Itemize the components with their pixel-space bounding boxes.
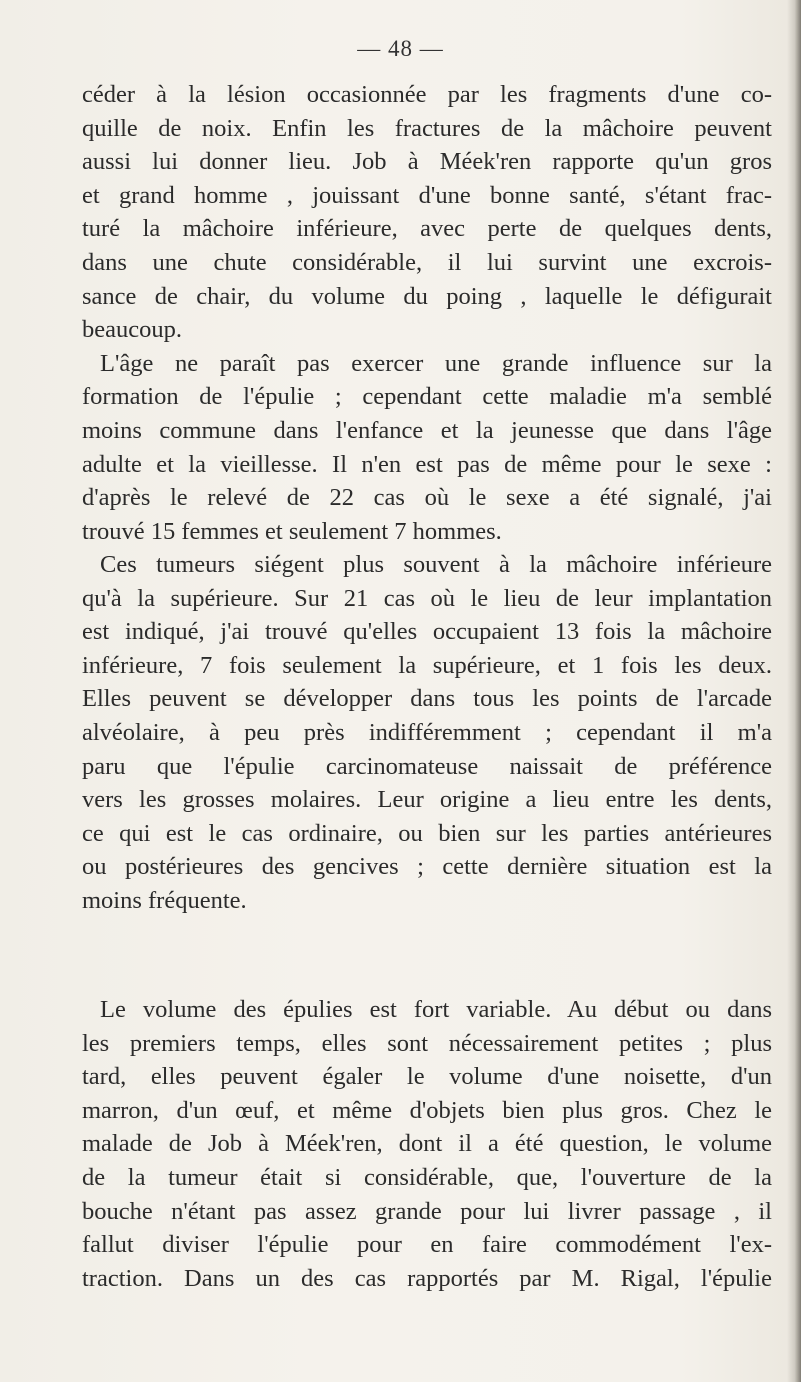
text-line: moins commune dans l'enfance et la jeunesse que dans l'âge xyxy=(82,416,772,444)
text-line: céder à la lésion occasionnée par les fragments d'une co- xyxy=(82,81,772,108)
text-line: trouvé 15 femmes et seulement 7 hommes. xyxy=(82,517,502,545)
text-line: inférieure, 7 fois seulement la supérieure, et 1 fois les deux. xyxy=(82,651,772,679)
text-line: et grand homme , jouissant d'une bonne santé, s'étant frac- xyxy=(82,181,772,209)
text-line: tard, elles peuvent égaler le volume d'une noisette, d'un xyxy=(82,1063,772,1091)
text-line: Le volume des épulies est fort variable. Au début ou dans xyxy=(100,996,772,1023)
text-line: est indiqué, j'ai trouvé qu'elles occupaient 13 fois la mâchoire xyxy=(82,618,772,646)
text-line: bouche n'étant pas assez grande pour lui livrer passage , il xyxy=(82,1197,772,1225)
text-line: Elles peuvent se développer dans tous les points de l'arcade xyxy=(82,685,772,713)
text-line: moins fréquente. xyxy=(82,886,247,914)
paragraph-block-1 xyxy=(82,78,772,548)
text-line: marron, d'un œuf, et même d'objets bien plus gros. Chez le xyxy=(82,1096,772,1124)
text-line: traction. Dans un des cas rapportés par M. Rigal, l'épulie xyxy=(82,1264,772,1292)
text-line: turé la mâchoire inférieure, avec perte de quelques dents, xyxy=(82,215,772,243)
text-line: ce qui est le cas ordinaire, ou bien sur les parties antérieures xyxy=(82,819,772,847)
text-line: qu'à la supérieure. Sur 21 cas où le lieu de leur implantation xyxy=(82,584,772,612)
text-line: fallut diviser l'épulie pour en faire commodément l'ex- xyxy=(82,1231,772,1259)
text-line: sance de chair, du volume du poing , laquelle le défigurait xyxy=(82,282,772,310)
text-line: malade de Job à Méek'ren, dont il a été question, le volume xyxy=(82,1130,772,1158)
page-number: — 48 — xyxy=(357,36,444,61)
text-line: beaucoup. xyxy=(82,316,182,344)
text-line: vers les grosses molaires. Leur origine a lieu entre les dents, xyxy=(82,786,772,814)
paragraph-block-3 xyxy=(82,993,772,1295)
text-line: paru que l'épulie carcinomateuse naissait de préférence xyxy=(82,752,772,780)
text-line: formation de l'épulie ; cependant cette maladie m'a semblé xyxy=(82,383,772,411)
text-line: alvéolaire, à peu près indifféremment ; cependant il m'a xyxy=(82,718,772,746)
text-line: d'après le relevé de 22 cas où le sexe a été signalé, j'ai xyxy=(82,484,772,512)
paragraph-block-2 xyxy=(82,548,772,918)
text-line: ou postérieures des gencives ; cette dernière situation est la xyxy=(82,853,772,881)
text-line: quille de noix. Enfin les fractures de la mâchoire peuvent xyxy=(82,114,772,142)
text-line: adulte et la vieillesse. Il n'en est pas de même pour le sexe : xyxy=(82,450,772,478)
text-line: aussi lui donner lieu. Job à Méek'ren rapporte qu'un gros xyxy=(82,148,772,176)
text-line: L'âge ne paraît pas exercer une grande influence sur la xyxy=(100,349,772,377)
text-line: les premiers temps, elles sont nécessairement petites ; plus xyxy=(82,1029,772,1057)
text-line: Ces tumeurs siégent plus souvent à la mâchoire inférieure xyxy=(100,551,772,578)
text-line: de la tumeur était si considérable, que, l'ouverture de la xyxy=(82,1163,772,1191)
text-line: dans une chute considérable, il lui survint une excrois- xyxy=(82,248,772,276)
page-edge-shadow xyxy=(787,0,801,1382)
